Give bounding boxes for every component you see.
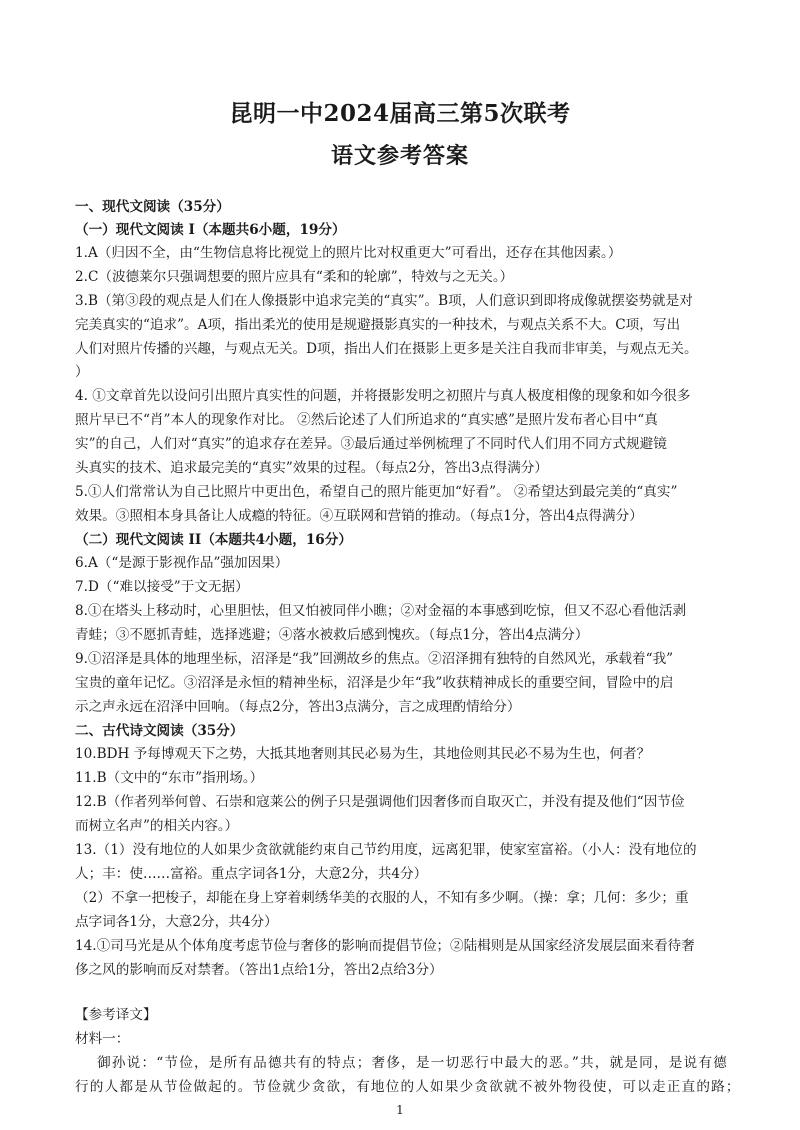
answer-line: 点字词各1分，大意2分，共4分） bbox=[75, 914, 278, 930]
answer-line: 人们对照片传播的兴趣，与观点无关。D项，指出人们在摄影上更多是关注自我而非审美，与观点无关。 bbox=[75, 341, 698, 357]
material-label: 材料一： bbox=[75, 1031, 130, 1047]
answer-line: 示之声永远在沼泽中回响。（每点2分，答出3点满分，言之成理酌情给分） bbox=[75, 699, 521, 715]
answer-line: 12.B（作者列举何曾、石崇和寇莱公的例子只是强调他们因奢侈而自取灭亡，并没有提及他们“因节俭 bbox=[75, 794, 685, 810]
answer-line: 侈之风的影响而反对禁奢。（答出1点给1分，答出2点给3分） bbox=[75, 962, 443, 978]
answer-line: 青蛙；③不愿抓青蛙，选择逃避；④落水被救后感到愧疚。（每点1分，答出4点满分） bbox=[75, 627, 589, 643]
answer-line: 11.B（文中的“东市”指刑场。） bbox=[75, 770, 264, 786]
translation-line: 行的人都是从节俭做起的。节俭就少贪欲，有地位的人如果少贪欲就不被外物役使，可以走正直的路； bbox=[75, 1079, 741, 1095]
page-number: 1 bbox=[396, 1103, 404, 1117]
answer-line: 照片早已不“肖”本人的现象作对比。 ②然后论述了人们所追求的“真实感”是照片发布者心目中“真 bbox=[75, 412, 658, 428]
answer-line: 实”的自己，人们对“真实”的追求存在差异。③最后通过举例梳理了不同时代人们用不同方式规避镜 bbox=[75, 436, 667, 452]
answer-line: ） bbox=[75, 364, 89, 380]
answer-line: 人；丰：使……富裕。重点字词各1分，大意2分，共4分） bbox=[75, 866, 428, 882]
answer-line: 13.（1）没有地位的人如果少贪欲就能约束自己节约用度，远离犯罪，使家室富裕。（小人：没有地位的 bbox=[75, 842, 697, 858]
answer-line: 5.①人们常常认为自己比照片中更出色，希望自己的照片能更加“好看”。 ②希望达到最完美的“真实” bbox=[75, 484, 678, 500]
section-heading: 一、现代文阅读（35分） bbox=[75, 199, 230, 215]
translation-line: 御孙说：“节俭，是所有品德共有的特点；奢侈，是一切恶行中最大的恶。”共，就是同，是说有德 bbox=[75, 1055, 728, 1071]
section-heading: （二）现代文阅读 II（本题共4小题，16分） bbox=[75, 532, 352, 548]
answer-line: 效果。③照相本身具备让人成瘾的特征。④互联网和营销的推动。（每点1分，答出4点得满分） bbox=[75, 508, 643, 524]
answer-line: 头真实的技术、追求最完美的“真实”效果的过程。（每点2分，答出3点得满分） bbox=[75, 460, 548, 476]
answer-line: 而树立名声”的相关内容。） bbox=[75, 818, 239, 834]
answer-line: （2）不拿一把梭子，却能在身上穿着刺绣华美的衣服的人，不知有多少啊。（操：拿；几何：多少；重 bbox=[75, 890, 689, 906]
answer-line: 2.C（波德莱尔只强调想要的照片应具有“柔和的轮廓”，特效与之无关。） bbox=[75, 269, 514, 285]
document-subtitle: 语文参考答案 bbox=[330, 143, 469, 169]
translation-heading: 【参考译文】 bbox=[75, 1007, 157, 1023]
answer-line: 8.①在塔头上移动时，心里胆怯，但又怕被同伴小瞧；②对金福的本事感到吃惊，但又不忍心看他活剥 bbox=[75, 603, 687, 619]
section-heading: （一）现代文阅读 I（本题共6小题，19分） bbox=[75, 222, 346, 238]
answer-line: 宝贵的童年记忆。③沼泽是永恒的精神坐标，沼泽是少年“我”收获精神成长的重要空间，冒险中的启 bbox=[75, 675, 674, 691]
answer-line: 7.D（“难以接受”于文无据） bbox=[75, 579, 249, 595]
section-heading: 二、古代诗文阅读（35分） bbox=[75, 723, 244, 739]
answer-line: 3.B（第③段的观点是人们在人像摄影中追求完美的“真实”。B项，人们意识到即将成像就摆姿势就是对 bbox=[75, 293, 693, 309]
answer-line: 10.BDH 予每博观天下之势，大抵其地奢则其民必易为生，其地俭则其民必不易为生也，何者？ bbox=[75, 746, 651, 762]
answer-line: 1.A（归因不全，由“生物信息将比视觉上的照片比对权重更大”可看出，还存在其他因素。） bbox=[75, 245, 622, 261]
answer-line: 6.A（“是源于影视作品”强加因果） bbox=[75, 555, 289, 571]
answer-line: 9.①沼泽是具体的地理坐标，沼泽是“我”回溯故乡的焦点。②沼泽拥有独特的自然风光，承载着“我” bbox=[75, 651, 674, 667]
answer-line: 4. ①文章首先以设问引出照片真实性的问题，并将摄影发明之初照片与真人极度相像的现象和如今很多 bbox=[75, 388, 691, 404]
document-title: 昆明一中2024届高三第5次联考 bbox=[229, 100, 571, 127]
answer-line: 14.①司马光是从个体角度考虑节俭与奢侈的影响而提倡节俭；②陆楫则是从国家经济发展层面来看待奢 bbox=[75, 938, 695, 954]
answer-line: 完美真实的“追求”。A项，指出柔光的使用是规避摄影真实的一种技术，与观点关系不大。C项，写出 bbox=[75, 317, 681, 333]
